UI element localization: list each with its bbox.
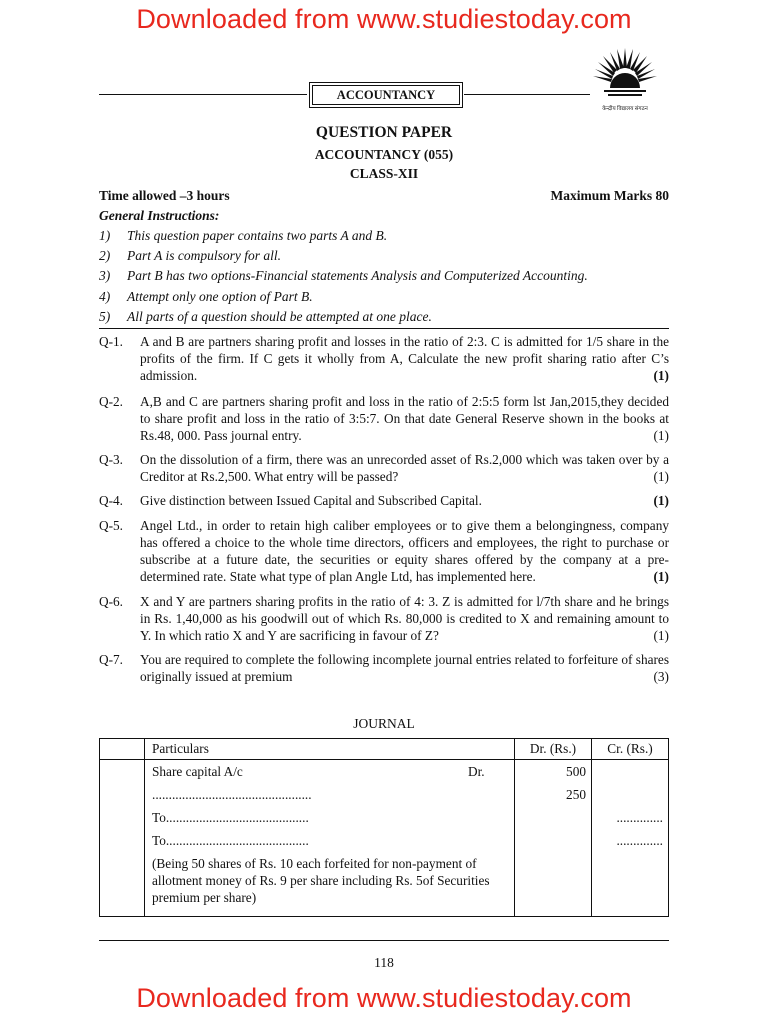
header-rule-left xyxy=(99,94,307,95)
debit-amount: 250 xyxy=(566,787,586,802)
question-5 xyxy=(99,517,669,585)
credit-amount: .............. xyxy=(616,810,663,825)
instruction-text: Part B has two options-Financial statements Analysis and Computerized Accounting. xyxy=(127,268,588,283)
question-text: A,B and C are partners sharing profit and loss in the ratio of 2:5:5 form lst Jan,2015,they decided to share profit and loss in the ratio of 3:5:7. On that date General Reserve shown in the books at Rs.48, 000. Pass journal entry. xyxy=(140,394,669,443)
instruction-number: 4) xyxy=(99,289,111,304)
question-number: Q-1. xyxy=(99,334,124,349)
question-number: Q-4. xyxy=(99,493,124,508)
instruction-item xyxy=(99,308,669,325)
journal-title: JOURNAL xyxy=(353,716,415,731)
subject-box: ACCOUNTANCY xyxy=(312,85,460,105)
credit-cell xyxy=(592,760,669,917)
journal-date-header xyxy=(100,739,145,760)
instructions-divider xyxy=(99,328,669,329)
particulars-text: ................................................ xyxy=(152,787,312,802)
credit-header: Cr. (Rs.) xyxy=(592,739,669,760)
journal-header-row xyxy=(100,739,669,760)
instructions-heading: General Instructions: xyxy=(99,208,220,223)
journal-narration: (Being 50 shares of Rs. 10 each forfeited for non-payment of allotment money of Rs. 9 per share including Rs. 5of Securities premium per share) xyxy=(152,856,490,905)
particulars-text: To........................................... xyxy=(152,833,309,848)
logo-caption: केन्द्रीय विद्यालय संगठन xyxy=(602,106,648,112)
instruction-item xyxy=(99,267,669,284)
particulars-text: Share capital A/c xyxy=(152,764,243,779)
question-marks: (1) xyxy=(653,368,669,383)
question-text: Angel Ltd., in order to retain high caliber employees or to give them a belongingness, company has offered a choice to the whole time directors, officers and employees, the right to purchase or subscribe at a future date, the securities or equity shares offered by the company at a pre-determined rate. State what type of plan Angle Ltd, has implemented here. xyxy=(140,518,669,584)
question-text: You are required to complete the following incomplete journal entries related to forfeiture of shares originally issued at premium xyxy=(140,652,669,684)
question-text: Give distinction between Issued Capital and Subscribed Capital. xyxy=(140,493,482,508)
subject-code: ACCOUNTANCY (055) xyxy=(314,147,454,162)
question-number: Q-3. xyxy=(99,452,124,467)
journal-line xyxy=(152,806,512,829)
instruction-text: Attempt only one option of Part B. xyxy=(127,289,313,304)
credit-amount xyxy=(592,760,668,783)
debit-amount xyxy=(515,806,591,829)
instruction-text: Part A is compulsory for all. xyxy=(127,248,282,263)
particulars-cell xyxy=(145,760,515,917)
question-marks: (1) xyxy=(653,493,669,508)
question-marks: (3) xyxy=(653,669,669,684)
dr-marker: Dr. xyxy=(468,764,485,779)
debit-cell xyxy=(515,760,592,917)
instruction-text: This question paper contains two parts A and B. xyxy=(127,228,388,243)
question-3 xyxy=(99,451,669,485)
page-number: 118 xyxy=(374,955,394,970)
instruction-number: 5) xyxy=(99,309,111,324)
journal-table xyxy=(99,738,669,917)
maximum-marks: Maximum Marks 80 xyxy=(550,188,669,203)
instruction-text: All parts of a question should be attempted at one place. xyxy=(127,309,432,324)
instruction-item xyxy=(99,288,669,305)
particulars-text: To........................................... xyxy=(152,810,309,825)
question-text: On the dissolution of a firm, there was an unrecorded asset of Rs.2,000 which was taken over by a Creditor at Rs.2,500. What entry will be passed? xyxy=(140,452,669,484)
question-text: X and Y are partners sharing profits in the ratio of 4: 3. Z is admitted for l/7th share and he brings in Rs. 1,40,000 as his goodwill out of which Rs. 80,000 is credited to X and remaining amount to Y. In which ratio X and Y are sacrificing in favour of Z? xyxy=(140,594,669,643)
question-marks: (1) xyxy=(653,628,669,643)
journal-date-cell xyxy=(100,760,145,917)
credit-amount: .............. xyxy=(616,833,663,848)
journal-line xyxy=(152,829,512,852)
footer-divider xyxy=(99,940,669,941)
question-text: A and B are partners sharing profit and losses in the ratio of 2:3. C is admitted for 1/5 share in the profits of the firm. If C gets it wholly from A, Calculate the new profit sharing ratio after C’s admission. xyxy=(140,334,669,383)
header-rule-right xyxy=(464,94,590,95)
journal-line xyxy=(152,783,512,806)
question-7 xyxy=(99,651,669,685)
credit-amount xyxy=(592,783,668,806)
instruction-item xyxy=(99,247,669,264)
question-1 xyxy=(99,333,669,384)
instruction-number: 1) xyxy=(99,228,111,243)
journal-line xyxy=(152,760,512,783)
download-banner-bottom: Downloaded from www.studiestoday.com xyxy=(136,983,632,1013)
page-title: QUESTION PAPER xyxy=(315,124,453,141)
question-6 xyxy=(99,593,669,644)
question-4 xyxy=(99,492,669,509)
instruction-item xyxy=(99,227,669,244)
debit-amount: 500 xyxy=(566,764,586,779)
question-marks: (1) xyxy=(653,569,669,584)
instruction-number: 3) xyxy=(99,268,111,283)
time-allowed: Time allowed –3 hours xyxy=(99,188,230,203)
class-label: CLASS-XII xyxy=(349,166,419,181)
instruction-number: 2) xyxy=(99,248,111,263)
question-number: Q-7. xyxy=(99,652,124,667)
debit-header: Dr. (Rs.) xyxy=(515,739,592,760)
meta-row xyxy=(99,187,669,204)
debit-amount xyxy=(515,829,591,852)
question-number: Q-5. xyxy=(99,518,124,533)
question-2 xyxy=(99,393,669,444)
download-banner-top: Downloaded from www.studiestoday.com xyxy=(136,4,632,34)
particulars-header: Particulars xyxy=(145,739,515,760)
journal-body-row xyxy=(100,760,669,917)
question-number: Q-6. xyxy=(99,594,124,609)
question-marks: (1) xyxy=(653,469,669,484)
question-marks: (1) xyxy=(653,428,669,443)
question-number: Q-2. xyxy=(99,394,124,409)
